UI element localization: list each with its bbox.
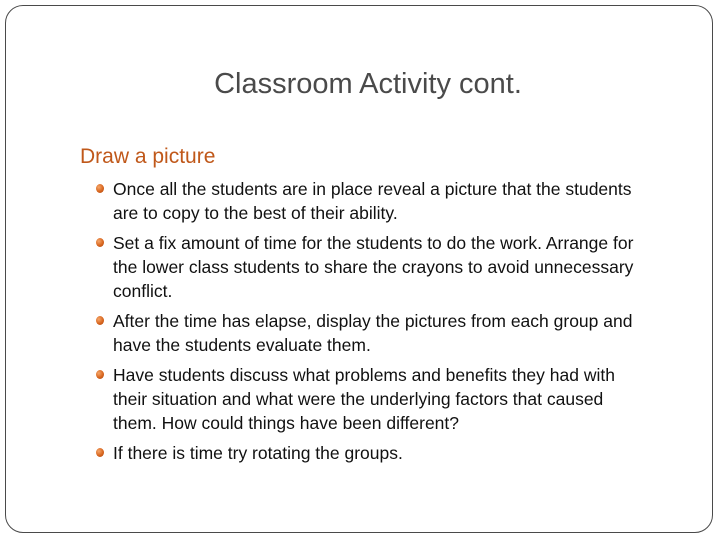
orange-orb-bullet-icon (96, 184, 104, 193)
bullet-text: If there is time try rotating the groups. (113, 443, 403, 463)
bullet-text: Have students discuss what problems and benefits they had with their situation and what were the underlying factors that caused them. How could things have been different? (113, 365, 615, 433)
bullet-item (96, 177, 636, 225)
bullet-item (96, 309, 636, 357)
orange-orb-bullet-icon (96, 448, 104, 457)
bullet-item (96, 231, 636, 303)
bullet-text: After the time has elapse, display the pictures from each group and have the students evaluate them. (113, 311, 633, 355)
slide-title: Classroom Activity cont. (214, 68, 522, 100)
orange-orb-bullet-icon (96, 238, 104, 247)
bullet-text: Once all the students are in place reveal a picture that the students are to copy to the best of their ability. (113, 179, 632, 223)
slide-subheading: Draw a picture (80, 145, 216, 168)
bullet-item (96, 363, 636, 435)
orange-orb-bullet-icon (96, 316, 104, 325)
orange-orb-bullet-icon (96, 370, 104, 379)
bullet-list (96, 177, 636, 471)
bullet-item (96, 441, 636, 465)
bullet-text: Set a fix amount of time for the students to do the work. Arrange for the lower class students to share the crayons to avoid unnecessary conflict. (113, 233, 634, 301)
